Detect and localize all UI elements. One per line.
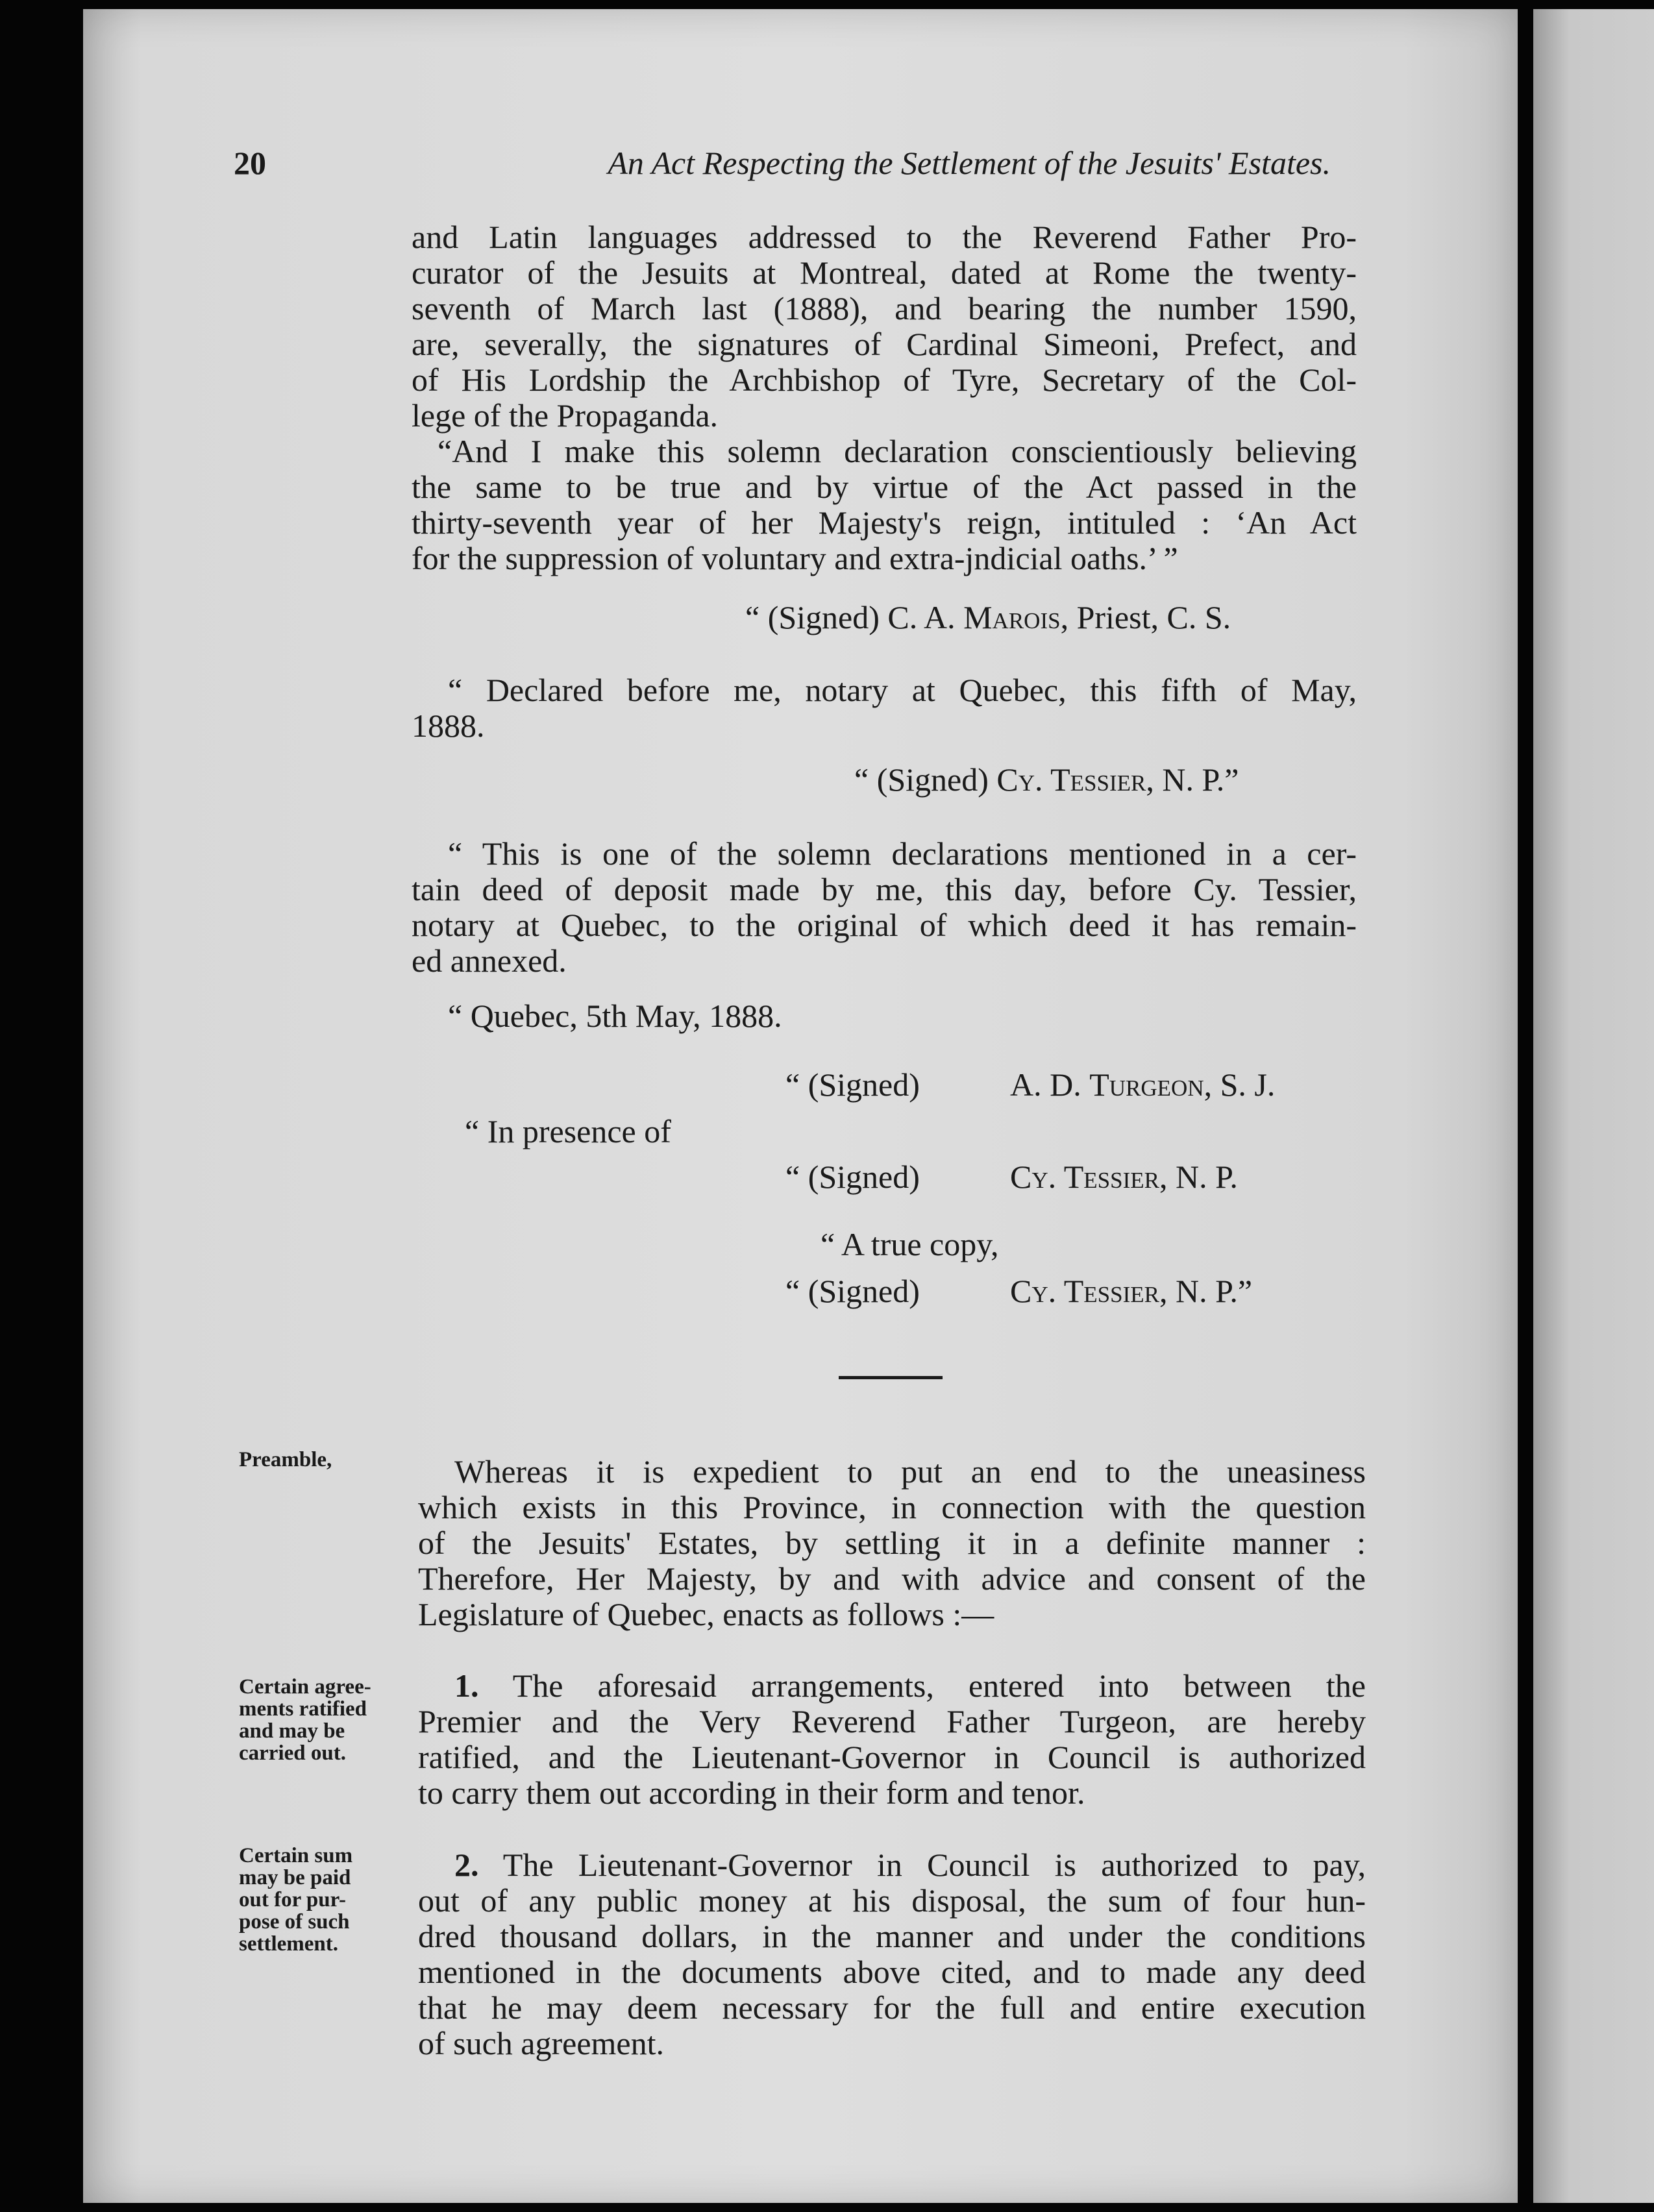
signature-tessier [1010, 1273, 1252, 1309]
signature-turgeon [1010, 1067, 1275, 1103]
text-line: “And I make this solemn declaration conscientiously believing [438, 433, 1357, 469]
text-line: of His Lordship the Archbishop of Tyre, Secretary of the Col- [412, 362, 1357, 398]
signature-suffix: , N. P.” [1159, 1273, 1253, 1309]
section-number: 1. [454, 1667, 479, 1704]
page-gutter [1518, 0, 1533, 2212]
margin-note-line: Certain agree- [239, 1675, 371, 1699]
text-line: Premier and the Very Reverend Father Turgeon, are hereby [418, 1703, 1366, 1739]
text-line: out of any public money at his disposal, the sum of four hun- [418, 1882, 1366, 1919]
signature-name: Cy. Tessier [996, 761, 1146, 798]
margin-note-section-2 [239, 1845, 352, 1955]
page-number: 20 [234, 145, 266, 181]
signature-prefix: “ (Signed) [854, 761, 997, 798]
section-number: 2. [454, 1847, 479, 1883]
section-divider [839, 1376, 943, 1379]
signature-marois [745, 600, 1231, 635]
signature-name: Cy. Tessier [1010, 1273, 1159, 1309]
text-line: for the suppression of voluntary and extra-jndicial oaths.’ ” [412, 540, 1178, 576]
text-line: the same to be true and by virtue of the Act passed in the [412, 469, 1357, 505]
signed-label: “ (Signed) [785, 1066, 920, 1103]
running-title: An Act Respecting the Settlement of the Jesuits' Estates. [608, 145, 1331, 181]
margin-note-line: Certain sum [239, 1844, 353, 1867]
text-line: Legislature of Quebec, enacts as follows :— [418, 1596, 994, 1632]
signature-prefix: A. D. [1010, 1066, 1090, 1103]
text-line: of such agreement. [418, 2025, 665, 2061]
text-line: mentioned in the documents above cited, and to made any deed [418, 1954, 1366, 1990]
text-line: tain deed of deposit made by me, this day, before Cy. Tessier, [412, 871, 1357, 907]
signed-label: “ (Signed) [785, 1273, 920, 1309]
text-fragment: The aforesaid arrangements, entered into between the [478, 1667, 1366, 1704]
margin-note-line: carried out. [239, 1741, 346, 1765]
text-line: that he may deem necessary for the full and entire execution [418, 1989, 1366, 2026]
declared-before-paragraph [412, 672, 1357, 744]
text-line: Whereas it is expedient to put an end to the uneasiness [454, 1453, 1366, 1490]
margin-note-line: pose of such [239, 1910, 350, 1934]
signature-prefix: “ (Signed) C. A. [745, 599, 964, 635]
margin-note-line: settlement. [239, 1932, 339, 1956]
adjacent-page-edge [1533, 9, 1654, 2203]
signature-name: Marois [963, 599, 1061, 635]
text-line: “ Declared before me, notary at Quebec, this fifth of May, [448, 672, 1357, 708]
text-line: seventh of March last (1888), and bearing the number 1590, [412, 290, 1357, 326]
text-line: 1888. [412, 707, 485, 744]
text-line: thirty-seventh year of her Majesty's reign, intituled : ‘An Act [412, 504, 1357, 541]
text-line [418, 1847, 1366, 1883]
declaration-paragraph [412, 434, 1357, 576]
text-line: curator of the Jesuits at Montreal, dated at Rome the twenty- [412, 254, 1357, 291]
section-2-paragraph [418, 1847, 1366, 2061]
margin-note-line: Preamble, [239, 1448, 332, 1471]
text-fragment: The Lieutenant-Governor in Council is authorized to pay, [478, 1847, 1366, 1883]
signature-name: Turgeon [1089, 1066, 1204, 1103]
in-presence-line: “ In presence of [465, 1113, 671, 1149]
text-line: Therefore, Her Majesty, by and with advice and consent of the [418, 1560, 1366, 1597]
text-line: which exists in this Province, in connection with the question [418, 1489, 1366, 1525]
margin-note-section-1 [239, 1676, 371, 1764]
margin-note-line: may be paid [239, 1866, 351, 1889]
text-line: are, severally, the signatures of Cardinal Simeoni, Prefect, and [412, 326, 1357, 362]
margin-note-preamble [239, 1449, 332, 1471]
signature-suffix: , S. J. [1203, 1066, 1276, 1103]
margin-note-line: ments ratified [239, 1697, 367, 1721]
section-1-paragraph [418, 1668, 1366, 1811]
true-copy-line: “ A true copy, [821, 1226, 999, 1262]
signature-tessier [854, 762, 1239, 798]
text-line: of the Jesuits' Estates, by settling it in a definite manner : [418, 1525, 1366, 1561]
quebec-date-line: “ Quebec, 5th May, 1888. [448, 998, 782, 1034]
signature-name: Cy. Tessier [1010, 1159, 1159, 1195]
text-line: ratified, and the Lieutenant-Governor in Council is authorized [418, 1739, 1366, 1775]
text-line: dred thousand dollars, in the manner and under the conditions [418, 1918, 1366, 1954]
preamble-paragraph [418, 1454, 1366, 1632]
text-line: ed annexed. [412, 942, 567, 979]
text-line: and Latin languages addressed to the Reverend Father Pro- [412, 219, 1357, 255]
signature-suffix: , N. P. [1159, 1159, 1238, 1195]
text-line: notary at Quebec, to the original of which deed it has remain- [412, 907, 1357, 943]
signature-suffix: , Priest, C. S. [1060, 599, 1231, 635]
margin-note-line: and may be [239, 1719, 345, 1743]
margin-note-line: out for pur- [239, 1888, 346, 1911]
continuation-paragraph [412, 219, 1357, 434]
text-line: to carry them out according in their form and tenor. [418, 1775, 1085, 1811]
signature-suffix: , N. P.” [1146, 761, 1239, 798]
text-line: lege of the Propaganda. [412, 397, 719, 434]
text-line [418, 1668, 1366, 1704]
text-line: “ This is one of the solemn declarations mentioned in a cer- [448, 835, 1357, 872]
deposit-paragraph [412, 836, 1357, 979]
signature-tessier [1010, 1159, 1238, 1195]
signed-label: “ (Signed) [785, 1159, 920, 1195]
